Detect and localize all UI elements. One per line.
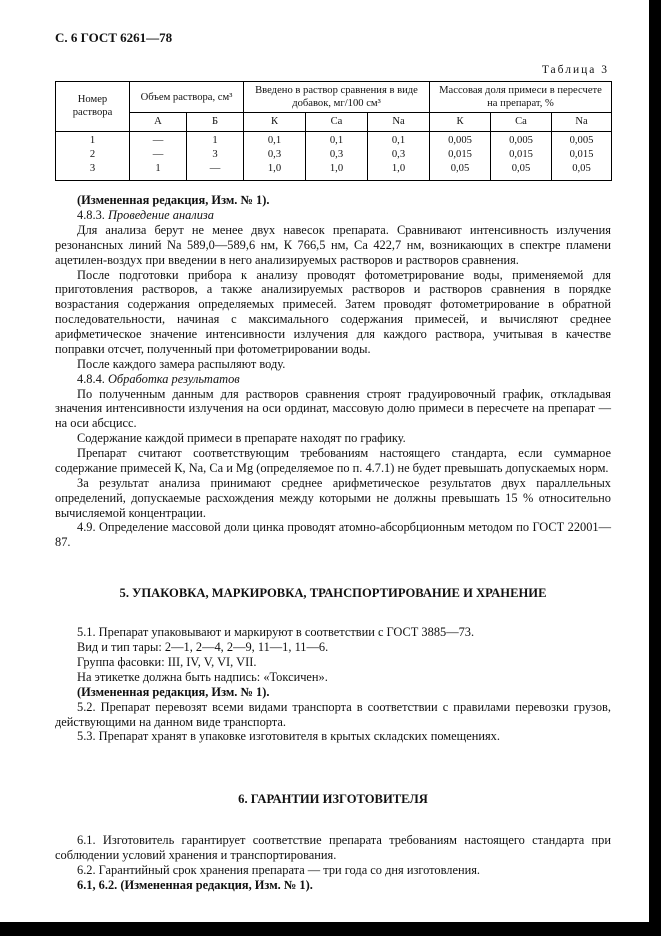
paragraph-4-8-3-3: После каждого замера распыляют воду. <box>77 356 286 371</box>
cell: 1 <box>56 131 130 148</box>
cell: — <box>130 148 187 162</box>
paragraph-4-8-4-4: За результат анализа принимают среднее арифметическое результатов двух параллельных определений, допускаемые расхождения между которыми не должны превышать 15 % относительно вычисляемой концентрации. <box>55 475 611 520</box>
paragraph-4-8-4-3: Препарат считают соответствующим требованиям настоящего стандарта, если суммарное содержание примесей К, Na, Са и Mg (определяемое по п. 4.7.1) не будет превышать допускаемых норм. <box>55 446 611 475</box>
cell: 1,0 <box>244 162 306 181</box>
cell: — <box>130 131 187 148</box>
paragraph-5-1-tare: Вид и тип тары: 2—1, 2—4, 2—9, 11—1, 11—6. <box>77 640 329 655</box>
cell: 1,0 <box>368 162 430 181</box>
scan-edge-bottom <box>0 922 661 936</box>
cell: 3 <box>56 162 130 181</box>
col-header-number: Номер раствора <box>56 82 130 132</box>
paragraph-4-9: 4.9. Определение массовой доли цинка проводят атомно-абсорбционным методом по ГОСТ 22001—87. <box>55 520 611 550</box>
sub-header-k2: К <box>430 113 491 131</box>
cell: 0,3 <box>368 148 430 162</box>
cell: 0,1 <box>368 131 430 148</box>
cell: 0,015 <box>430 148 491 162</box>
cell: 0,005 <box>430 131 491 148</box>
cell: 1,0 <box>306 162 368 181</box>
table-row <box>56 131 612 148</box>
section-6-heading: 6. ГАРАНТИИ ИЗГОТОВИТЕЛЯ <box>238 792 428 807</box>
cell: 0,3 <box>306 148 368 162</box>
cell: 0,3 <box>244 148 306 162</box>
cell: 0,1 <box>306 131 368 148</box>
paragraph-4-8-3-1: Для анализа берут не менее двух навесок препарата. Сравнивают интенсивность излучения резонансных линий Na 589,0—589,6 нм, К 766,5 нм, Са 422,7 нм, возникающих в спектре пламени ацетилен-воздух при введении в него анализируемых растворов и растворов сравнения. <box>55 222 611 267</box>
section-5-heading: 5. УПАКОВКА, МАРКИРОВКА, ТРАНСПОРТИРОВАНИЕ И ХРАНЕНИЕ <box>119 586 547 601</box>
table-caption: Таблица 3 <box>541 64 609 76</box>
clause-title: Обработка результатов <box>107 371 240 386</box>
col-group-volume: Объем раствора, см³ <box>130 82 244 113</box>
amended-note-2: (Измененная редакция, Изм. № 1). <box>77 684 270 699</box>
paragraph-4-8-3-2: После подготовки прибора к анализу проводят фотометрирование воды, применяемой для приготовления растворов, а также анализируемых растворов и растворов сравнения в порядке возрастания содержания определяемых примесей. Затем проводят фотометрирование в обратной последовательности, начиная с максимального содержания примесей, и вычисляют среднее арифметическое значение интенсивности излучения для каждого раствора, учитывая в качестве поправки отсчет, полученный при фотометрировании воды. <box>55 267 611 356</box>
clause-4-8-4-heading <box>55 372 611 387</box>
cell: 0,005 <box>552 131 612 148</box>
cell: 0,015 <box>491 148 552 162</box>
paragraph-6-1: 6.1. Изготовитель гарантирует соответствие препарата требованиям настоящего стандарта при соблюдении условий хранения и транспортирования. <box>55 833 611 863</box>
sub-header-b: Б <box>187 113 244 131</box>
table-row <box>56 162 612 181</box>
cell: 1 <box>187 131 244 148</box>
paragraph-5-1-label: На этикетке должна быть надпись: «Токсичен». <box>77 669 328 684</box>
paragraph-5-3: 5.3. Препарат хранят в упаковке изготовителя в крытых складских помещениях. <box>77 729 500 744</box>
table-3 <box>55 81 612 181</box>
amended-note-1: (Измененная редакция, Изм. № 1). <box>77 193 270 208</box>
sub-header-k1: К <box>244 113 306 131</box>
cell: 0,1 <box>244 131 306 148</box>
cell: 1 <box>130 162 187 181</box>
col-group-added: Введено в раствор сравнения в виде добавок, мг/100 см³ <box>244 82 430 113</box>
paragraph-6-2: 6.2. Гарантийный срок хранения препарата — три года со дня изготовления. <box>77 863 481 878</box>
table-row <box>56 148 612 162</box>
cell: 0,05 <box>491 162 552 181</box>
clause-number: 4.8.3. <box>77 208 108 223</box>
sub-header-ca1: Са <box>306 113 368 131</box>
table-header-group-row <box>56 82 612 113</box>
sub-header-na2: Na <box>552 113 612 131</box>
paragraph-5-1: 5.1. Препарат упаковывают и маркируют в соответствии с ГОСТ 3885—73. <box>77 625 475 640</box>
scan-edge-right <box>649 0 661 936</box>
document-body <box>55 193 611 893</box>
page-content <box>55 30 611 893</box>
paragraph-5-2: 5.2. Препарат перевозят всеми видами транспорта в соответствии с правилами перевозки грузов, действующими на данном виде транспорта. <box>55 699 611 729</box>
clause-number: 4.8.4. <box>77 371 108 386</box>
cell: — <box>187 162 244 181</box>
paragraph-5-1-group: Группа фасовки: III, IV, V, VI, VII. <box>77 655 257 670</box>
sub-header-a: А <box>130 113 187 131</box>
cell: 3 <box>187 148 244 162</box>
clause-4-8-3-heading <box>55 208 611 223</box>
page-header: С. 6 ГОСТ 6261—78 <box>55 30 173 45</box>
sub-header-na1: Na <box>368 113 430 131</box>
cell: 0,015 <box>552 148 612 162</box>
sub-header-ca2: Са <box>491 113 552 131</box>
clause-title: Проведение анализа <box>107 208 214 223</box>
cell: 2 <box>56 148 130 162</box>
cell: 0,005 <box>491 131 552 148</box>
col-group-mass: Массовая доля примеси в пересчете на препарат, % <box>430 82 612 113</box>
table-header-sub-row <box>56 113 612 131</box>
paragraph-4-8-4-2: Содержание каждой примеси в препарате находят по графику. <box>77 431 406 446</box>
amended-note-3: 6.1, 6.2. (Измененная редакция, Изм. № 1). <box>77 878 313 893</box>
cell: 0,05 <box>430 162 491 181</box>
paragraph-4-8-4-1: По полученным данным для растворов сравнения строят градуировочный график, откладывая значения интенсивности излучения на оси ординат, массовую долю примеси в пересчете на препарат — на оси абсцисс. <box>55 386 611 431</box>
cell: 0,05 <box>552 162 612 181</box>
